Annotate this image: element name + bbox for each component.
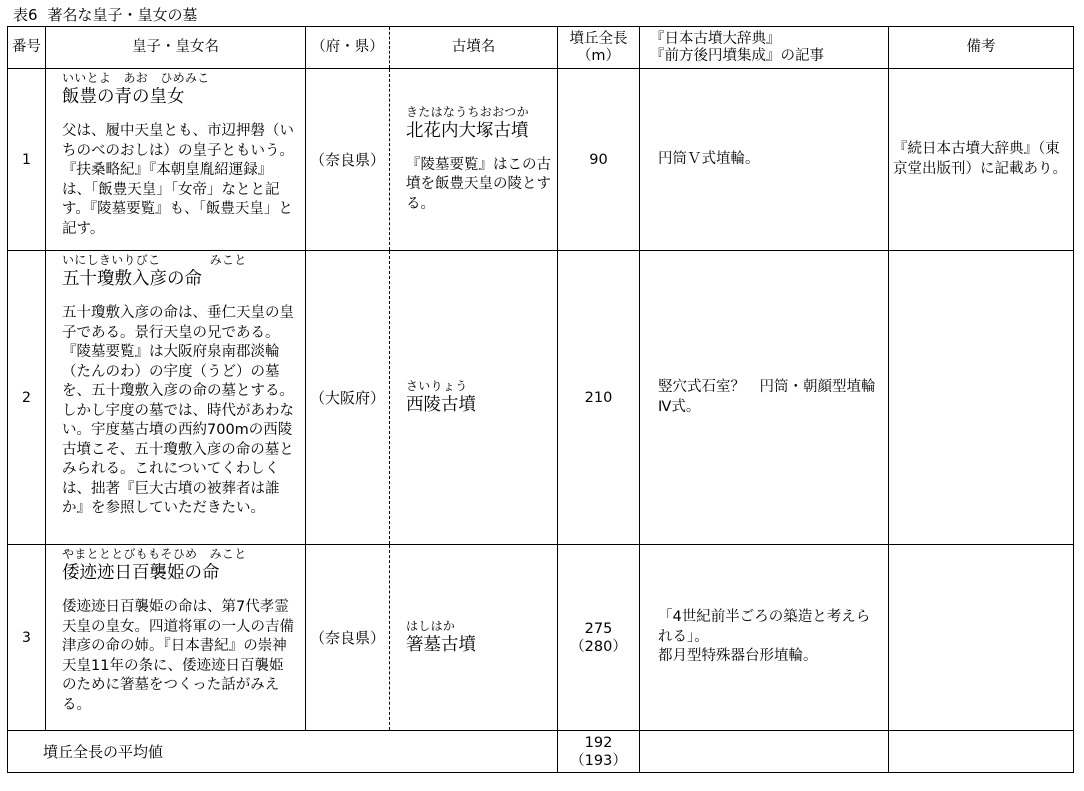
average-length-value: 192 xyxy=(584,734,613,751)
person-furigana: いにしきいりびこ みこと xyxy=(62,253,247,267)
tomb-note: 『陵墓要覧』はこの古墳を飯豊天皇の陵とする。 xyxy=(406,156,551,212)
remarks xyxy=(889,545,1074,731)
mound-length xyxy=(558,69,640,251)
header-length xyxy=(558,27,640,69)
tomb-cell xyxy=(390,545,558,731)
header-article-line1: 『日本古墳大辞典』 xyxy=(650,30,781,47)
average-article-empty xyxy=(640,731,889,773)
row-number: 1 xyxy=(8,69,46,251)
average-row xyxy=(8,731,1074,773)
table-row xyxy=(8,69,1074,251)
average-length-alt: （193） xyxy=(570,752,627,769)
tomb-cell xyxy=(390,251,558,545)
mound-length xyxy=(558,251,640,545)
mound-length-value: 275 xyxy=(584,620,613,637)
average-label: 墳丘全長の平均値 xyxy=(8,731,558,773)
prefecture: （大阪府） xyxy=(306,251,390,545)
table-number: 表6 xyxy=(13,6,38,24)
row-number: 2 xyxy=(8,251,46,545)
tomb-furigana: はしはか xyxy=(406,619,456,633)
person-cell xyxy=(46,545,306,731)
tomb-name: 北花内大塚古墳 xyxy=(406,120,529,141)
tomb-cell xyxy=(390,69,558,251)
header-person: 皇子・皇女名 xyxy=(46,27,306,69)
person-name: 五十瓊敷入彦の命 xyxy=(62,269,202,289)
tomb-table xyxy=(7,26,1074,773)
header-no: 番号 xyxy=(8,27,46,69)
table-caption xyxy=(13,4,208,26)
tomb-name: 西陵古墳 xyxy=(406,395,476,415)
row-number: 3 xyxy=(8,545,46,731)
header-article xyxy=(640,27,889,69)
person-cell xyxy=(46,69,306,251)
remarks xyxy=(889,251,1074,545)
table-row xyxy=(8,545,1074,731)
tomb-name: 箸墓古墳 xyxy=(406,635,476,655)
person-description: 五十瓊敷入彦の命は、垂仁天皇の皇子である。景行天皇の兄である。『陵墓要覧』は大阪府泉南郡淡輪（たんのわ）の宇度（うど）の墓を、五十瓊敷入彦の命の墓とする。しかし宇度の墓では、時代があわない。宇度墓古墳の西約700mの西陵古墳こそ、五十瓊敷入彦の命の墓とみられる。これについてくわしくは、拙著『巨大古墳の被葬者は誰か』を参照していただきたい。 xyxy=(62,305,294,516)
person-furigana: いいとよ あお ひめみこ xyxy=(62,71,210,85)
person-description: 父は、履中天皇とも、市辺押磐（いちのべのおしは）の皇子ともいう。『扶桑略紀』『本朝皇胤紹運録』は、「飯豊天皇」「女帝」なとと記す。『陵墓要覧』も、「飯豊天皇」と記す。 xyxy=(62,123,294,237)
table-row xyxy=(8,251,1074,545)
mound-length-alt: （280） xyxy=(570,638,627,655)
mound-length xyxy=(558,545,640,731)
mound-length-value: 210 xyxy=(584,389,613,406)
mound-length-value: 90 xyxy=(589,151,608,168)
person-description: 倭迹迹日百襲姫の命は、第7代孝霊天皇の皇女。四道将軍の一人の吉備津彦の命の姉。『日本書紀』の崇神天皇11年の条に、倭迹迹日百襲姫のために箸墓をつくった話がみえる。 xyxy=(62,599,294,713)
average-remarks-empty xyxy=(889,731,1074,773)
person-name: 倭迹迹日百襲姫の命 xyxy=(62,563,220,583)
header-tomb: 古墳名 xyxy=(390,27,558,69)
average-length xyxy=(558,731,640,773)
header-remarks: 備考 xyxy=(889,27,1074,69)
person-cell xyxy=(46,251,306,545)
tomb-furigana: きたはなうちおおつか xyxy=(406,104,529,119)
remarks: 『続日本古墳大辞典』（東京堂出版刊）に記載あり。 xyxy=(889,69,1074,251)
dictionary-article: 円筒Ｖ式埴輪。 xyxy=(640,69,889,251)
table-title: 著名な皇子・皇女の墓 xyxy=(47,6,198,24)
dictionary-article: 「4世紀前半ごろの築造と考えられる」。 都月型特殊器台形埴輪。 xyxy=(640,545,889,731)
prefecture: （奈良県） xyxy=(306,69,390,251)
header-length-line2: （m） xyxy=(576,47,621,64)
dictionary-article: 竪穴式石室？ 円筒・朝顔型埴輪Ⅳ式。 xyxy=(640,251,889,545)
header-pref: （府・県） xyxy=(306,27,390,69)
header-length-line1: 墳丘全長 xyxy=(569,30,628,47)
person-name: 飯豊の青の皇女 xyxy=(62,87,185,107)
tomb-furigana: さいりょう xyxy=(406,379,468,393)
header-article-line2: 『前方後円墳集成』の記事 xyxy=(650,47,824,64)
person-furigana: やまとととびももそひめ みこと xyxy=(62,547,247,561)
prefecture: （奈良県） xyxy=(306,545,390,731)
header-row xyxy=(8,27,1074,69)
